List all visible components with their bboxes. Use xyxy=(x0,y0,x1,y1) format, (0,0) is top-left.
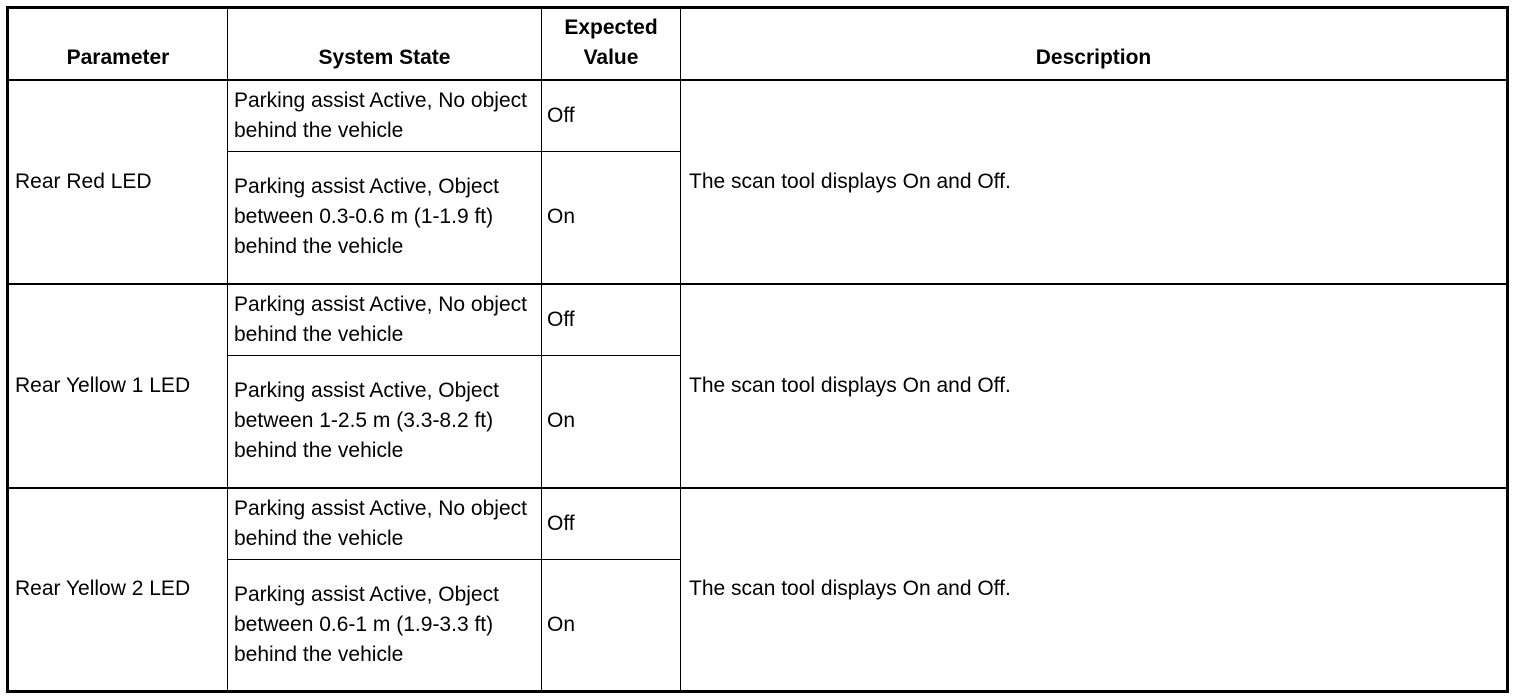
expected-value-cell: On xyxy=(542,356,681,488)
header-description: Description xyxy=(681,8,1508,80)
table-row xyxy=(8,488,1508,560)
system-state-cell: Parking assist Active, Object between 0.3-0.6 m (1-1.9 ft) behind the vehicle xyxy=(228,152,542,284)
system-state-cell: Parking assist Active, No object behind the vehicle xyxy=(228,80,542,152)
system-state-cell: Parking assist Active, Object between 1-2.5 m (3.3-8.2 ft) behind the vehicle xyxy=(228,356,542,488)
table-row xyxy=(8,80,1508,152)
system-state-cell: Parking assist Active, No object behind the vehicle xyxy=(228,488,542,560)
expected-value-cell: Off xyxy=(542,284,681,356)
header-row xyxy=(8,8,1508,80)
header-expected-value: Expected Value xyxy=(542,8,681,80)
header-system-state: System State xyxy=(228,8,542,80)
parameter-table xyxy=(6,6,1509,693)
header-parameter: Parameter xyxy=(8,8,228,80)
system-state-cell: Parking assist Active, Object between 0.6-1 m (1.9-3.3 ft) behind the vehicle xyxy=(228,560,542,692)
description-cell: The scan tool displays On and Off. xyxy=(681,488,1508,692)
expected-value-cell: On xyxy=(542,152,681,284)
expected-value-cell: On xyxy=(542,560,681,692)
description-cell: The scan tool displays On and Off. xyxy=(681,80,1508,284)
parameter-cell: Rear Yellow 2 LED xyxy=(8,488,228,692)
parameter-cell: Rear Yellow 1 LED xyxy=(8,284,228,488)
system-state-cell: Parking assist Active, No object behind the vehicle xyxy=(228,284,542,356)
table-row xyxy=(8,284,1508,356)
expected-value-cell: Off xyxy=(542,488,681,560)
expected-value-cell: Off xyxy=(542,80,681,152)
description-cell: The scan tool displays On and Off. xyxy=(681,284,1508,488)
parameter-cell: Rear Red LED xyxy=(8,80,228,284)
